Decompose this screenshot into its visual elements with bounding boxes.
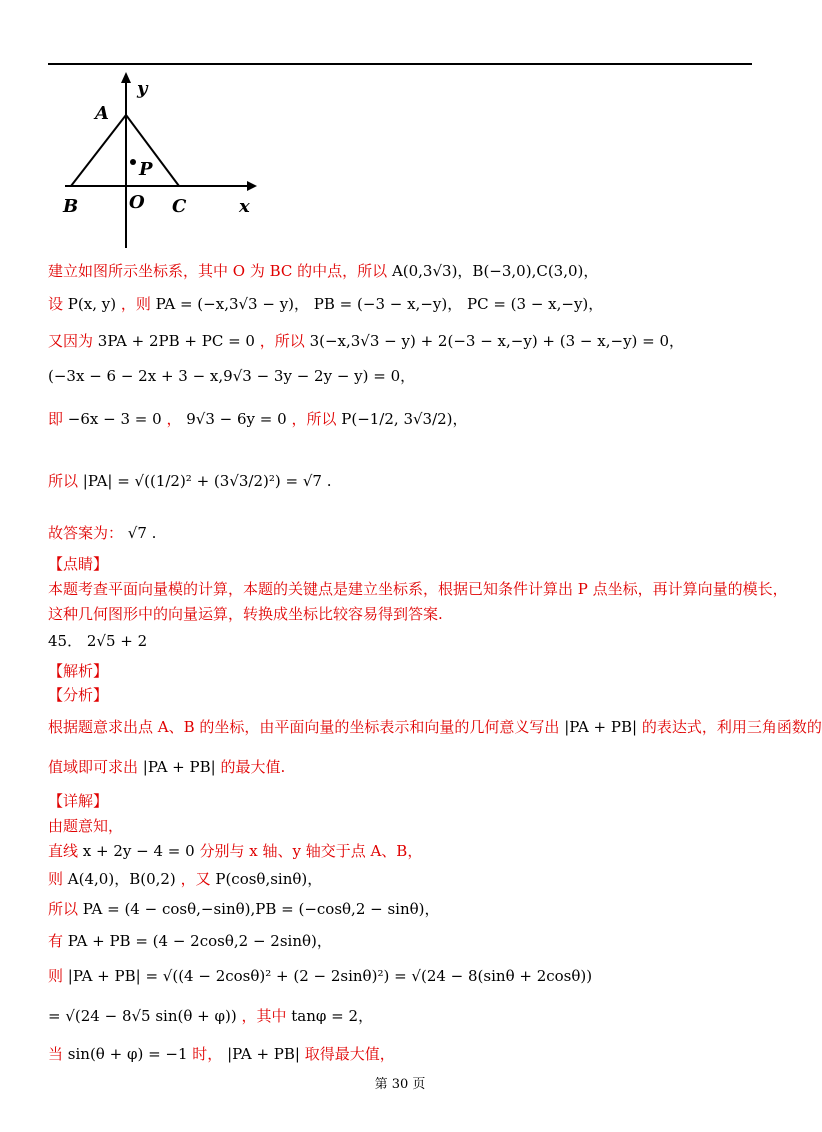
line-vectors: 设 P(x, y) ，则 PA = (−x,3√3 − y)， PB = (−3 − x,−y)， PC = (3 − x,−y)， [48,295,604,313]
triangle-figure [55,68,265,253]
line-solve: 即 −6x − 3 = 0 ， 9√3 − 6y = 0 ，所以 P(−1/2, 3√3/2)， [48,410,468,428]
line-analysis-2: 值域即可求出 |PA + PB| 的最大值. [48,758,286,776]
heading-xiangjie: 【详解】 [48,792,109,810]
line-comment-1: 本题考查平面向量模的计算，本题的关键点是建立坐标系，根据已知条件计算出 P 点坐标，再计算向量的模长， [48,580,788,598]
line-coordinate-setup: 建立如图所示坐标系，其中 O 为 BC 的中点，所以 A(0,3√3)，B(−3,0),C(3,0)， [48,262,599,280]
heading-dianjing: 【点睛】 [48,555,109,573]
point-p-dot [130,159,136,165]
line-norm: 则 |PA + PB| = √((4 − 2cosθ)² + (2 − 2sinθ)²) = √(24 − 8(sinθ + 2cosθ)) [48,967,593,985]
page-footer: 第 30 页 [374,1077,426,1092]
line-comment-2: 这种几何图形中的向量运算，转换成坐标比较容易得到答案. [48,605,443,623]
label-p: P [139,159,153,180]
line-vector-sum: 又因为 3PA + 2PB + PC = 0 ，所以 3(−x,3√3 − y) + 2(−3 − x,−y) + (3 − x,−y) = 0， [48,332,685,350]
line-answer: 故答案为： √7 . [48,524,157,542]
label-c: C [172,196,187,217]
x-axis-arrow-icon [247,181,257,191]
line-max: 当 sin(θ + φ) = −1 时， |PA + PB| 取得最大值， [48,1045,395,1063]
line-expanded: (−3x − 6 − 2x + 3 − x,9√3 − 3y − 2y − y) = 0， [48,367,416,385]
heading-jiexi: 【解析】 [48,662,109,680]
label-y: y [137,78,148,99]
line-problem-45: 45． 2√5 + 2 [48,632,148,650]
label-a: A [95,103,109,124]
top-rule [48,63,752,65]
line-analysis-1: 根据题意求出点 A、B 的坐标，由平面向量的坐标表示和向量的几何意义写出 |PA + PB| 的表达式，利用三角函数的 [48,718,822,736]
line-detail-intro: 由题意知， [48,817,124,835]
line-magnitude: 所以 |PA| = √((1/2)² + (3√3/2)²) = √7 . [48,472,332,490]
label-x: x [239,196,250,217]
y-axis-arrow-icon [121,72,131,83]
line-sum: 有 PA + PB = (4 − 2cosθ,2 − 2sinθ)， [48,932,332,950]
line-points: 则 A(4,0)，B(0,2) ，又 P(cosθ,sinθ)， [48,870,323,888]
label-o: O [129,192,145,213]
line-pa-pb: 所以 PA = (4 − cosθ,−sinθ),PB = (−cosθ,2 − sinθ)， [48,900,440,918]
line-simplify: = √(24 − 8√5 sin(θ + φ)) ，其中 tanφ = 2， [48,1007,374,1025]
side-ab [71,115,126,186]
label-b: B [63,196,79,217]
heading-fenxi: 【分析】 [48,686,109,704]
line-line-equation: 直线 x + 2y − 4 = 0 分别与 x 轴、y 轴交于点 A、B， [48,842,423,860]
